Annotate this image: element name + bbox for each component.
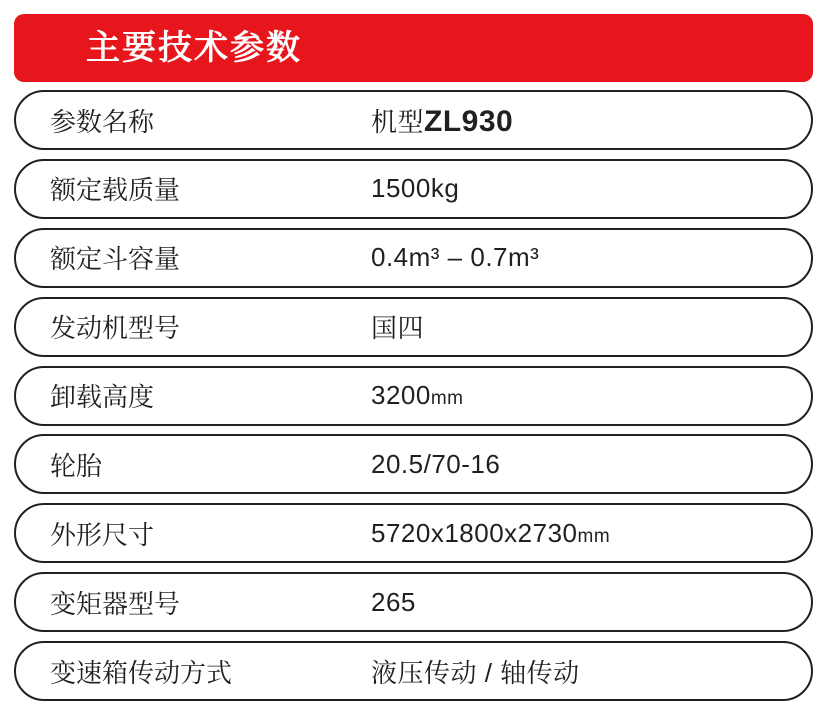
table-row [14,503,813,563]
table-row [14,228,813,288]
row-label: 卸载高度 [50,382,155,412]
row-value [371,518,811,549]
row-label: 发动机型号 [50,313,181,344]
row-value: 1500kg [371,173,460,204]
row-label: 外形尺寸 [50,519,155,550]
table-row [14,297,813,357]
row-value: 265 [371,586,416,617]
row-value-unit: mm [577,525,611,547]
row-value: 国四 [371,313,425,344]
row-label: 变矩器型号 [50,588,181,619]
row-value-number: 5720x1800x2730 [371,517,578,548]
model-label: 机型 [371,106,425,137]
table-row [14,641,813,701]
row-value-number: 3200 [371,380,431,410]
table-header-bar [14,14,813,82]
column-header-model [371,102,811,139]
row-value-unit: mm [430,388,464,409]
row-value: 0.4m³ – 0.7m³ [371,242,540,273]
model-code: ZL930 [424,104,514,138]
page-title: 主要技术参数 [86,29,302,67]
table-row-header [14,90,813,150]
row-label: 额定载质量 [50,175,181,206]
column-header-name: 参数名称 [50,106,155,137]
table-rows [14,90,813,701]
table-row [14,572,813,632]
table-row [14,159,813,219]
row-value: 20.5/70-16 [371,448,501,479]
row-label: 变速箱传动方式 [50,657,233,688]
row-value [371,380,811,411]
table-row [14,366,813,426]
row-label: 轮胎 [50,450,103,481]
row-label: 额定斗容量 [50,244,181,275]
row-value: 液压传动 / 轴传动 [371,657,580,688]
table-row [14,434,813,494]
